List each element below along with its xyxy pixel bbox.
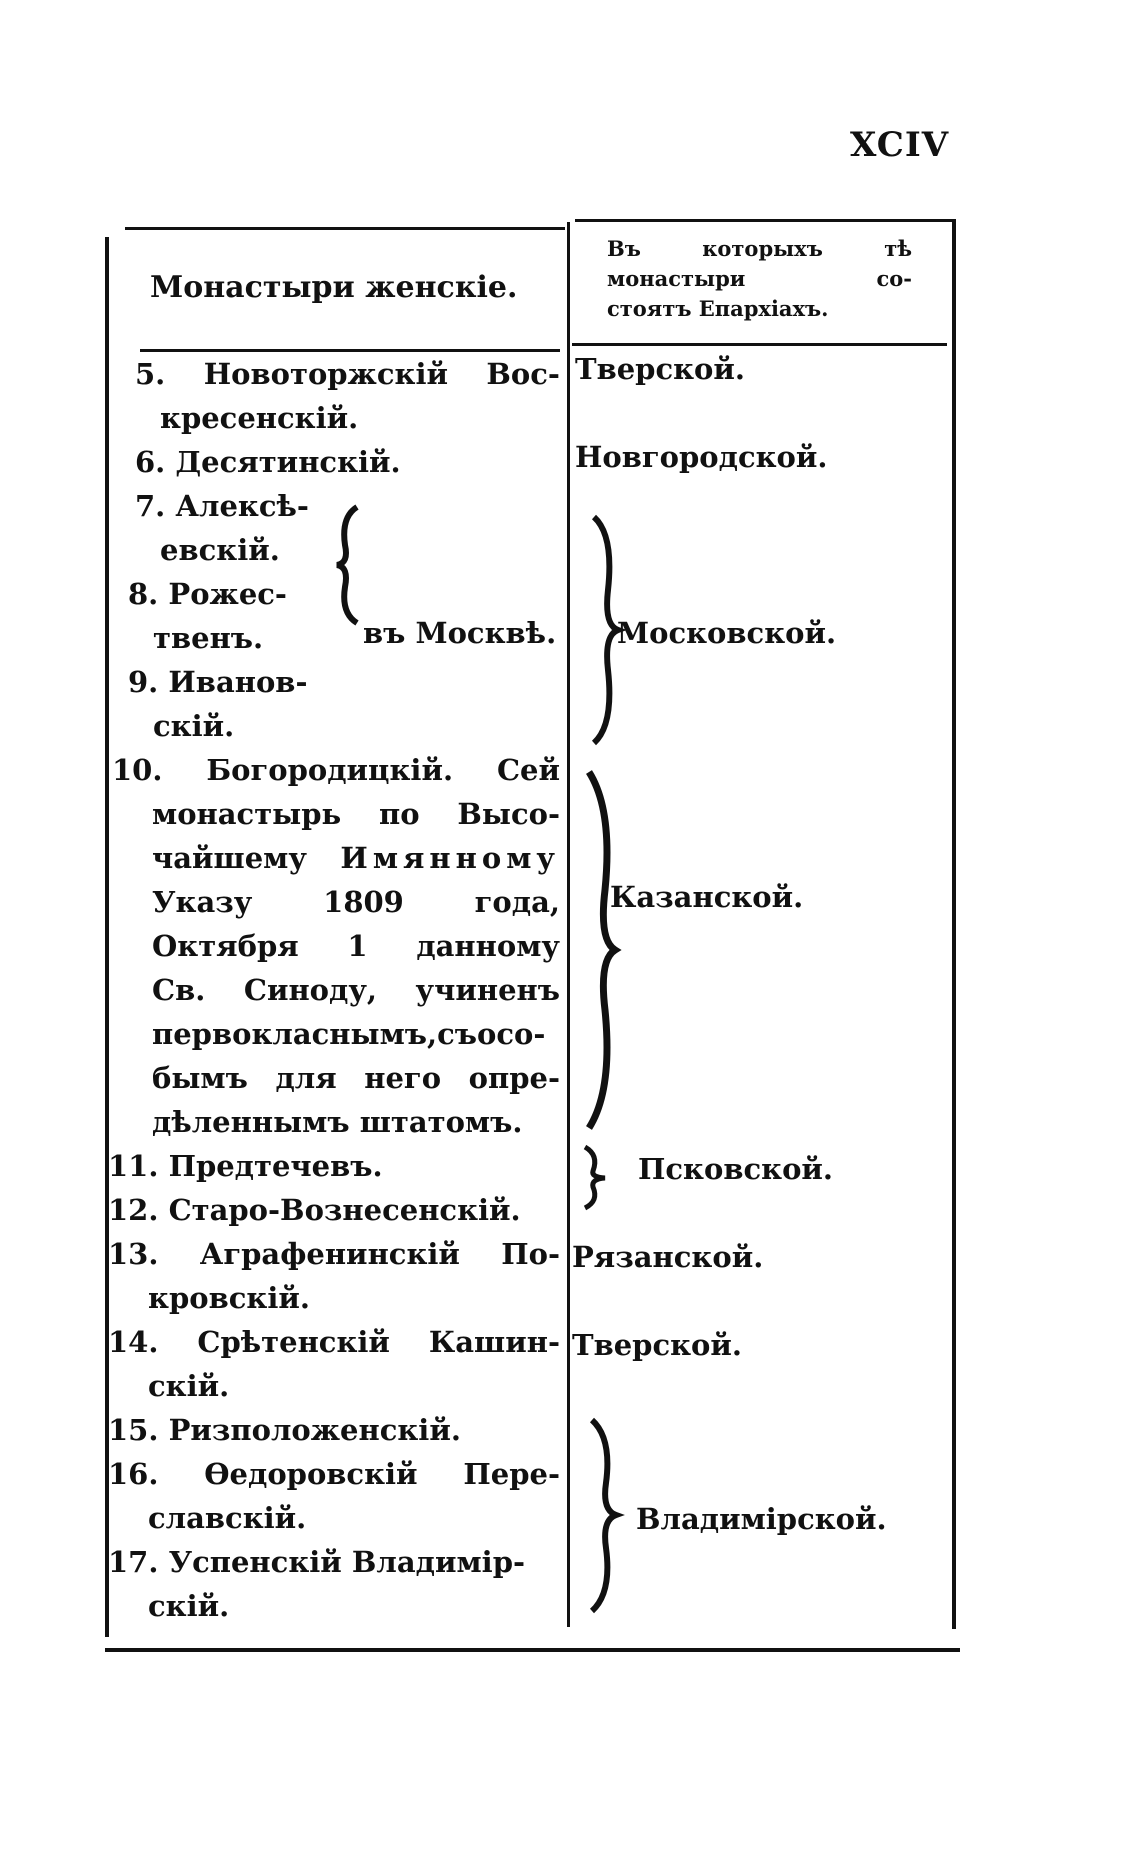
entry-6: 6. Десятинскій. [135, 445, 401, 479]
page-number: XCIV [850, 125, 950, 165]
column-header-dioceses [607, 234, 912, 324]
vladimir-diocese-brace [588, 1418, 618, 1613]
entry-13: 13. Аграфенинскій По- кровскій. [108, 1237, 560, 1315]
diocese-ryazan: Рязанской. [572, 1240, 764, 1274]
entry-12: 12. Старо-Вознесенскій. [108, 1193, 521, 1227]
header-rule-right [572, 343, 947, 346]
column-header-monasteries: Монастыри женскіе. [150, 270, 518, 305]
moscow-diocese-brace [590, 515, 620, 745]
entry-7: 7. Алексѣ- евскій. [135, 489, 309, 567]
header-line-3: стоятъ Епархіахъ. [607, 296, 829, 321]
header-line-2: монастыри со- [607, 266, 912, 291]
entry-15: 15. Ризположенскій. [108, 1413, 461, 1447]
table-bottom-rule [105, 1648, 960, 1652]
header-line-1: Въ которыхъ тѣ [607, 236, 912, 261]
table-right-border [952, 219, 956, 1629]
diocese-kazan: Казанской. [610, 880, 804, 914]
pskov-diocese-brace [577, 1145, 607, 1210]
entry-10: 10. Богородицкій. Сей монастырь по Высо- чайшему Имянному Указу 1809 года, Октября 1 данному Св. Синоду, учиненъ первокласнымъ,съосо- бымъ для него опре- дѣленнымъ штатомъ. [112, 753, 560, 1139]
table-top-rule-left [125, 227, 565, 230]
moscow-group-brace [335, 505, 365, 625]
diocese-vladimir: Владимірской. [636, 1502, 887, 1536]
entry-11: 11. Предтечевъ. [108, 1149, 383, 1183]
diocese-tver-1: Тверской. [575, 352, 746, 386]
entry-17: 17. Успенскій Владимір- скій. [108, 1545, 526, 1623]
table-column-divider [567, 222, 570, 1627]
kazan-diocese-brace [585, 770, 617, 1130]
moscow-location-label: въ Москвѣ. [363, 616, 557, 650]
diocese-novgorod: Новгородской. [575, 440, 828, 474]
diocese-pskov: Псковской. [638, 1152, 834, 1186]
entry-16: 16. Өедоровскій Пере- славскій. [108, 1457, 560, 1535]
entry-8: 8. Рожес- твенъ. [128, 577, 287, 655]
entry-5: 5. Новоторжскій Вос- кресенскій. [135, 357, 560, 435]
diocese-moscow: Московской. [617, 616, 837, 650]
entry-9: 9. Иванов- скій. [128, 665, 308, 743]
diocese-tver-2: Тверской. [572, 1328, 743, 1362]
entry-14: 14. Срѣтенскій Кашин- скій. [108, 1325, 560, 1403]
table-top-rule-right [575, 219, 955, 222]
